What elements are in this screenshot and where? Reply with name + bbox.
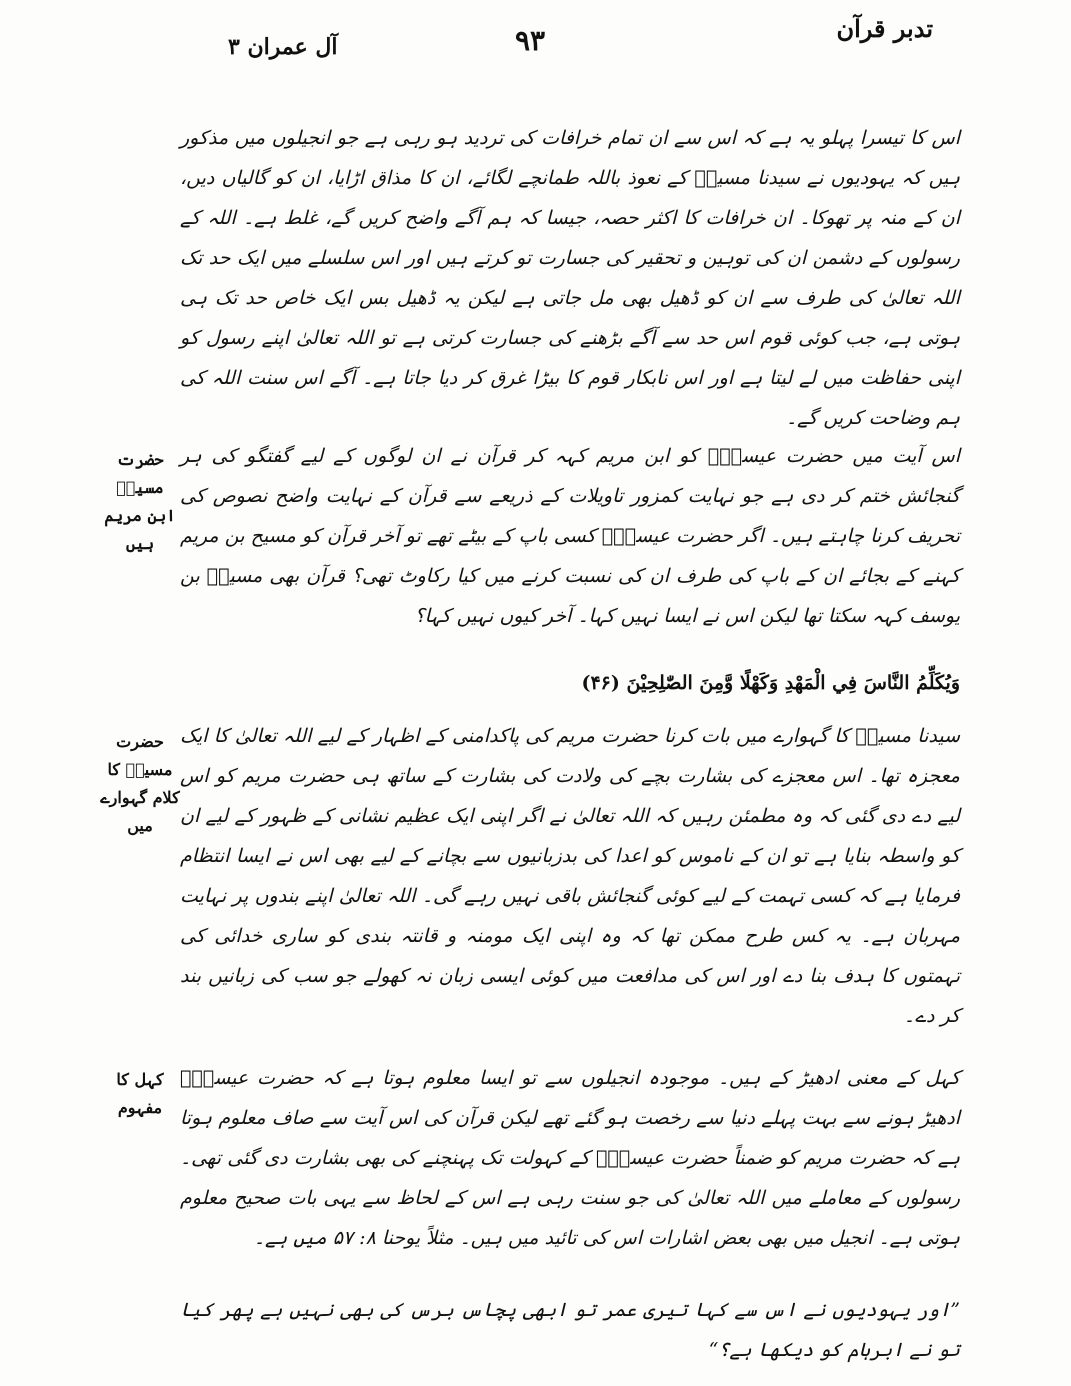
quran-verse: وَيُكَلِّمُ النَّاسَ فِي الْمَهْدِ وَكَهْلًا وَّمِنَ الصّٰلِحِيْنَ (۴۶)	[581, 672, 960, 694]
surah-name: آل عمران ٣	[228, 34, 338, 60]
bible-quote: ”اور یہودیوں نے اس سے کہا تیری عمر تو ابھی پچاس برس کی بھی نہیں ہے پھر کیا تو نے ابرہام کو دیکھا ہے؟“	[180, 1299, 960, 1361]
margin-note-1: حضرت مسیحؑ ابن مریم ہیں	[104, 450, 176, 553]
paragraph-1: اس کا تیسرا پہلو یہ ہے کہ اس سے ان تمام خرافات کی تردید ہو رہی ہے جو انجیلوں میں مذکور ہیں کہ یہودیوں نے سیدنا مسیحؑ کے نعوذ باللہ طمانچے لگائے، ان کا مذاق اڑایا، ان کو گالیاں دیں، ان کے منہ پر تھوکا۔ ان خرافات کا اکثر حصہ، جیسا کہ ہم آگے واضح کریں گے، غلط ہے۔ اللہ کے رسولوں کے دشمن ان کی توہین و تحقیر کی جسارت تو کرتے ہیں اور اس سلسلے میں ایک حد تک اللہ تعالیٰ کی طرف سے ان کو ڈھیل بھی مل جاتی ہے لیکن یہ ڈھیل بس ایک خاص حد تک ہی ہوتی ہے، جب کوئی قوم اس حد سے آگے بڑھنے کی جسارت کرتی ہے تو اللہ تعالیٰ اپنے رسول کو اپنی حفاظت میں لے لیتا ہے اور اس نابکار قوم کا بیڑا غرق کر دیا جاتا ہے۔ آگے اس سنت اللہ کی ہم وضاحت کریں گے۔	[180, 127, 960, 429]
paragraph-2: اس آیت میں حضرت عیسیٰؑ کو ابن مریم کہہ کر قرآن نے ان لوگوں کے لیے گفتگو کی ہر گنجائش ختم کر دی ہے جو نہایت کمزور تاویلات کے ذریعے سے قرآن کے نہایت واضح نصوص کی تحریف کرنا چاہتے ہیں۔ اگر حضرت عیسیٰؑ کسی باپ کے بیٹے تھے تو آخر قرآن کو مسیح بن مریم کہنے کے بجائے ان کے باپ کی طرف ان کی نسبت کرنے میں کیا رکاوٹ تھی؟ قرآن بھی مسیحؑ بن یوسف کہہ سکتا تھا لیکن اس نے ایسا نہیں کہا۔ آخر کیوں نہیں کہا؟	[180, 445, 960, 627]
paragraph-3: سیدنا مسیحؑ کا گہوارے میں بات کرنا حضرت مریم کی پاکدامنی کے اظہار کے لیے اللہ تعالیٰ کا ایک معجزہ تھا۔ اس معجزے کی بشارت بچے کی ولادت کی بشارت کے ساتھ ہی حضرت مریم کو اس لیے دے دی گئی کہ وہ مطمئن رہیں کہ اللہ تعالیٰ نے اگر اپنی ایک عظیم نشانی کے ظہور کے لیے ان کو واسطہ بنایا ہے تو ان کے ناموس کو اعدا کی بدزبانیوں سے بچانے کے لیے بھی اس نے ایسا انتظام فرمایا ہے کہ کسی تہمت کے لیے کوئی گنجائش باقی نہیں رہے گی۔ اللہ تعالیٰ اپنے بندوں پر نہایت مہربان ہے۔ یہ کس طرح ممکن تھا کہ وہ اپنی ایک مومنہ و قانتہ بندی کو ساری خدائی کی تہمتوں کا ہدف بنا دے اور اس کی مدافعت میں کوئی ایسی زبان نہ کھولے جو سب کی زبانیں بند کر دے۔	[180, 725, 960, 1027]
margin-note-3: کہل کا مفہوم	[116, 1070, 164, 1117]
book-title: تدبر قرآن	[836, 14, 933, 43]
margin-note-2: حضرت مسیحؑ کا کلام گہوارے میں	[100, 732, 180, 835]
paragraph-4: کہل کے معنی ادھیڑ کے ہیں۔ موجودہ انجیلوں سے تو ایسا معلوم ہوتا ہے کہ حضرت عیسیٰؑ ادھیڑ ہونے سے بہت پہلے دنیا سے رخصت ہو گئے تھے لیکن قرآن کی اس آیت سے صاف معلوم ہوتا ہے کہ حضرت مریم کو ضمناً حضرت عیسیٰؑ کے کہولت تک پہنچنے کی بھی بشارت دی گئی تھی۔ رسولوں کے معاملے میں اللہ تعالیٰ کی جو سنت رہی ہے اس کے لحاظ سے یہی بات صحیح معلوم ہوتی ہے۔ انجیل میں بھی بعض اشارات اس کی تائید میں ہیں۔ مثلاً یوحنا ۸: ۵۷ میں ہے۔	[180, 1067, 960, 1249]
page-number: ٩٣	[515, 24, 546, 57]
